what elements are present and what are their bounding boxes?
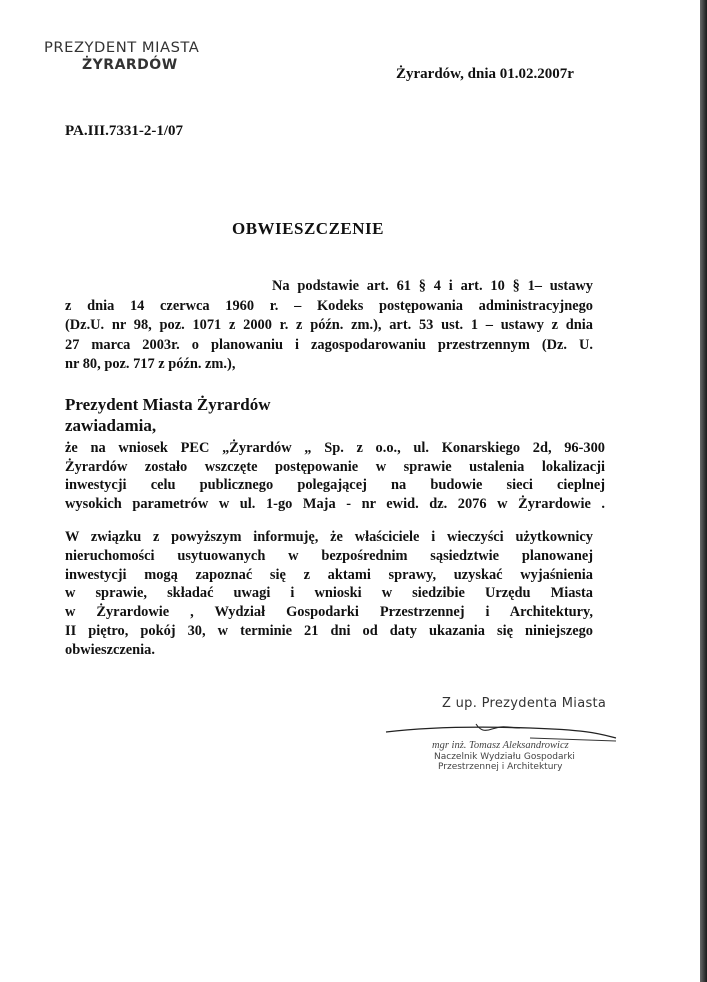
signatory-role-line-1: Naczelnik Wydziału Gospodarki: [434, 752, 575, 762]
stamp-line-1: PREZYDENT MIASTA: [44, 40, 200, 56]
info-line: inwestycji mogą zapoznać się z aktami sprawy, uzyskać wyjaśnienia: [65, 566, 593, 583]
legal-line: (Dz.U. nr 98, poz. 1071 z 2000 r. z późn. zm.), art. 53 ust. 1 – ustawy z dnia: [65, 317, 593, 333]
info-line: W związku z powyższym informuję, że właściciele i wieczyści użytkownicy: [65, 529, 593, 545]
signature-block: [380, 696, 620, 786]
info-line: w sprawie, składać uwagi i wnioski w siedzibie Urzędu Miasta: [65, 585, 593, 602]
document-date: Żyrardów, dnia 01.02.2007r: [396, 66, 574, 82]
scan-edge: [700, 0, 707, 982]
mayor-title: Prezydent Miasta Żyrardów: [65, 395, 271, 414]
info-line: w Żyrardowie , Wydział Gospodarki Przestrzennej i Architektury,: [65, 604, 593, 621]
office-stamp: [44, 40, 200, 73]
announcing-authority: [65, 394, 271, 436]
signatory-role-line-2: Przestrzennej i Architektury: [438, 762, 563, 772]
announces-verb: zawiadamia,: [65, 416, 157, 435]
notice-line: że na wniosek PEC „Żyrardów „ Sp. z o.o., ul. Konarskiego 2d, 96-300: [65, 440, 605, 456]
legal-line: z dnia 14 czerwca 1960 r. – Kodeks postępowania administracyjnego: [65, 297, 593, 314]
legal-line: 27 marca 2003r. o planowaniu i zagospodarowaniu przestrzennym (Dz. U.: [65, 336, 593, 353]
legal-basis-paragraph: [65, 277, 593, 375]
stamp-line-2: ŻYRARDÓW: [82, 57, 178, 73]
legal-line: Na podstawie art. 61 § 4 i art. 10 § 1– ustawy: [272, 278, 593, 294]
information-paragraph: [65, 528, 593, 660]
info-line: obwieszczenia.: [65, 641, 155, 658]
notice-line: Żyrardów zostało wszczęte postępowanie w sprawie ustalenia lokalizacji: [65, 458, 605, 475]
signatory-name: mgr inż. Tomasz Aleksandrowicz: [432, 740, 569, 751]
notice-line: wysokich parametrów w ul. 1-go Maja - nr ewid. dz. 2076 w Żyrardowie .: [65, 495, 605, 512]
info-line: II piętro, pokój 30, w terminie 21 dni od daty ukazania się niniejszego: [65, 622, 593, 639]
signature-heading: Z up. Prezydenta Miasta: [442, 696, 607, 711]
reference-number: PA.III.7331-2-1/07: [65, 123, 184, 139]
notice-line: inwestycji celu publicznego polegającej na budowie sieci cieplnej: [65, 477, 605, 493]
notice-paragraph: [65, 439, 605, 513]
document-title: OBWIESZCZENIE: [232, 219, 384, 238]
info-line: nieruchomości usytuowanych w bezpośrednim sąsiedztwie planowanej: [65, 547, 593, 564]
legal-line: nr 80, poz. 717 z późn. zm.),: [65, 356, 236, 372]
